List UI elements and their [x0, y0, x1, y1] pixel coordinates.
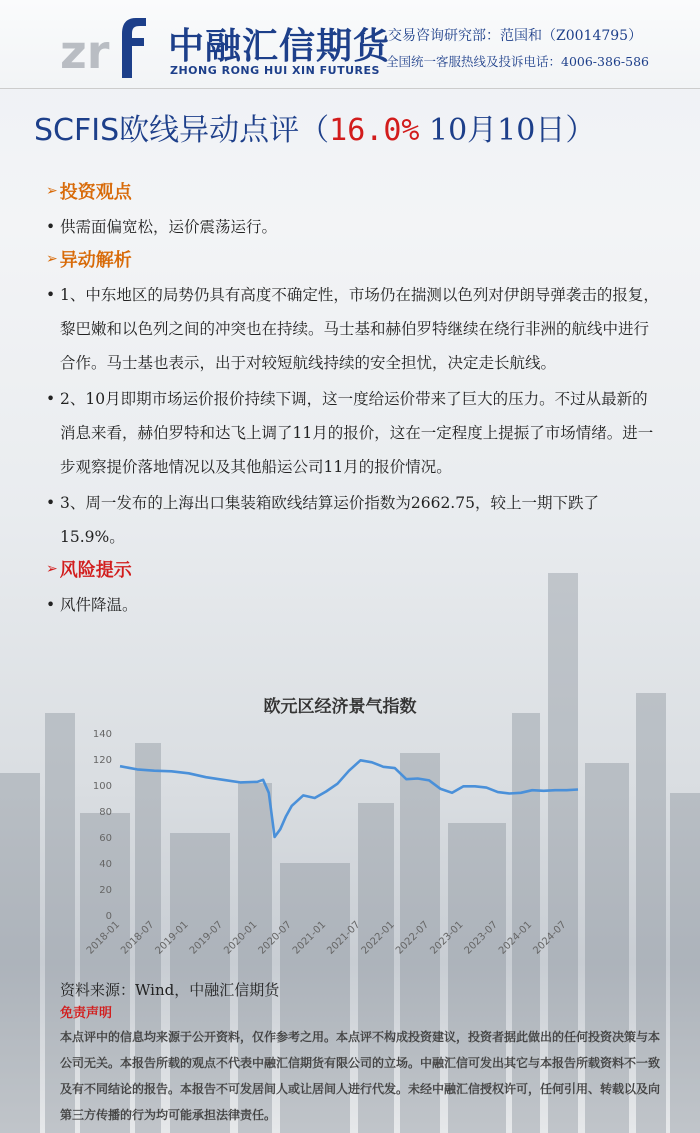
main-content	[46, 178, 661, 624]
bullet-icon: •	[46, 494, 56, 512]
bullet-icon: •	[46, 390, 56, 408]
disclaimer-body: 本点评中的信息均来源于公开资料，仅作参考之用。本点评不构成投资建议，投资者据此做出的任何投资决策与本公司无关。本报告所载的观点不代表中融汇信期货有限公司的立场。中融汇信可发出其它与本报告所载资料不一致及有不同结论的报告。本报告不可发居间人或让居间人进行代发。未经中融汇信授权许可，任何引用、转载以及向第三方传播的行为均可能承担法律责任。	[60, 1030, 661, 1122]
x-tick-label: 2020-01	[222, 919, 260, 957]
x-tick-label: 2018-07	[119, 919, 157, 957]
x-tick-label: 2021-07	[325, 919, 363, 957]
x-tick-label: 2019-07	[187, 919, 226, 957]
y-tick-label: 0	[105, 911, 112, 922]
y-tick-label: 20	[99, 885, 112, 896]
list-item: • 1、中东地区的局势仍具有高度不确定性，市场仍在揣测以色列对伊朗导弹袭击的报复，黎巴嫩和以色列之间的冲突也在持续。马士基和赫伯罗特继续在绕行非洲的航线中进行合作。马士基也表示，出于对较短航线持续的安全担忧，决定走长航线。	[46, 278, 661, 380]
x-tick-label: 2021-01	[290, 919, 329, 957]
arrow-right-icon: ➢	[46, 561, 58, 577]
y-tick-label: 100	[92, 781, 112, 792]
company-logo-icon	[60, 10, 160, 80]
x-tick-label: 2022-07	[393, 919, 432, 957]
title-part3: 10月10日）	[419, 113, 596, 148]
arrow-right-icon: ➢	[46, 183, 58, 199]
company-name-en: ZHONG RONG HUI XIN FUTURES	[170, 64, 380, 77]
data-source: 资料来源：Wind，中融汇信期货	[60, 981, 280, 999]
x-tick-label: 2024-01	[496, 919, 535, 957]
title-part1: SCFIS欧线	[34, 113, 180, 148]
title-change: 16.0%	[329, 113, 420, 148]
x-tick-label: 2018-01	[84, 919, 123, 957]
y-tick-label: 40	[99, 859, 112, 870]
section-heading-view: ➢ 投资观点	[46, 182, 132, 203]
x-tick-label: 2023-01	[428, 919, 466, 957]
section-heading-analysis: ➢ 异动解析	[46, 250, 132, 271]
chart-title: 欧元区经济景气指数	[263, 697, 417, 717]
analyst-contact: 交易咨询研究部：范国和（Z0014795）	[388, 28, 643, 44]
arrow-right-icon: ➢	[46, 251, 58, 267]
x-tick-label: 2022-01	[359, 919, 397, 957]
list-item: • 2、10月即期市场运价报价持续下调，这一度给运价带来了巨大的压力。不过从最新的消息来看，赫伯罗特和达飞上调了11月的报价，这在一定程度上提振了市场情绪。进一步观察提价落地情况以及其他船运公司11月的报价情况。	[46, 382, 661, 484]
hotline-contact: 全国统一客服热线及投诉电话：4006-386-586	[386, 54, 649, 69]
x-tick-label: 2020-07	[256, 919, 294, 957]
chart-container	[80, 688, 600, 978]
x-tick-label: 2024-07	[531, 919, 569, 957]
list-item: • 风件降温。	[46, 588, 661, 622]
title-part2: 异动点评（	[179, 113, 330, 148]
page-title	[34, 105, 595, 149]
line-chart	[80, 688, 600, 978]
x-tick-label: 2023-07	[462, 919, 500, 957]
bullet-icon: •	[46, 218, 56, 236]
y-tick-label: 140	[92, 729, 112, 740]
bullet-icon: •	[46, 286, 56, 304]
y-tick-label: 120	[92, 755, 112, 766]
company-name-cn: 中融汇信期货	[168, 26, 391, 67]
y-tick-label: 60	[99, 833, 112, 844]
bullet-icon: •	[46, 596, 56, 614]
series-line	[120, 760, 578, 837]
list-item: • 3、周一发布的上海出口集装箱欧线结算运价指数为2662.75，较上一期下跌了15.9%。	[46, 486, 661, 554]
section-heading-risk: ➢ 风险提示	[46, 560, 132, 581]
disclaimer-heading: 免责声明	[60, 1006, 113, 1021]
list-item: • 供需面偏宽松，运价震荡运行。	[46, 210, 661, 244]
header-banner	[0, 0, 700, 89]
x-tick-label: 2019-01	[153, 919, 191, 957]
svg-text:zr: zr	[60, 25, 110, 79]
y-tick-label: 80	[99, 807, 112, 818]
